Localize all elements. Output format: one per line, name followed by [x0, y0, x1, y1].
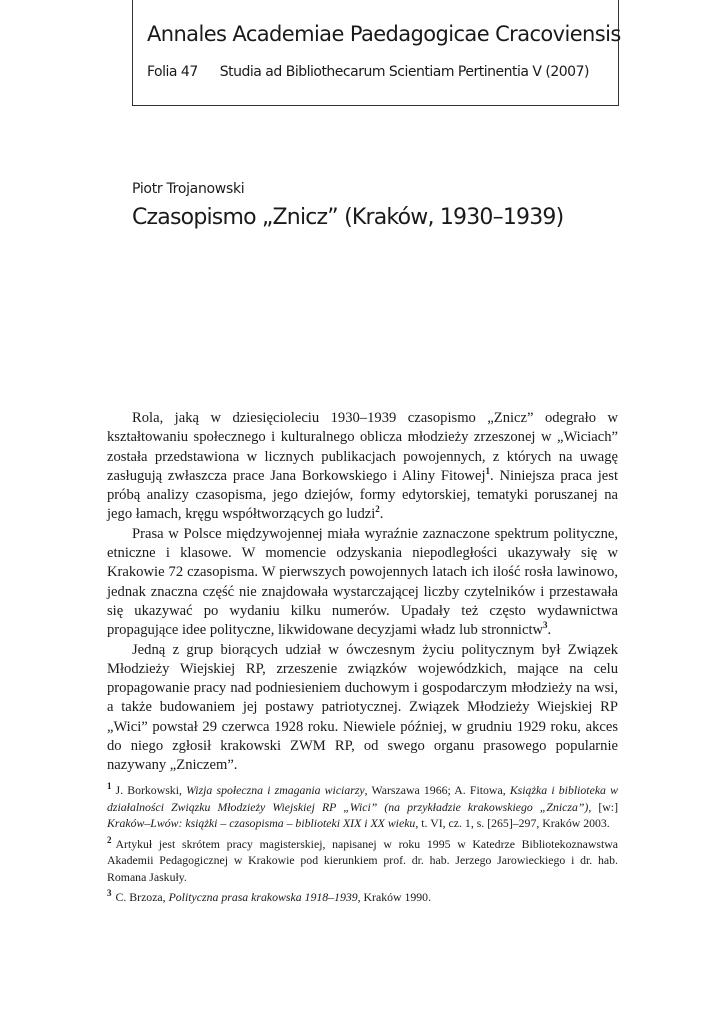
footnote-ref-1[interactable]: 1	[485, 466, 491, 477]
article-author: Piotr Trojanowski	[132, 181, 245, 197]
folio-number: Folia 47	[147, 64, 198, 80]
footnote-1	[107, 782, 618, 832]
journal-header	[132, 0, 619, 106]
footnote-ref-2[interactable]: 2	[375, 504, 380, 515]
paragraph-text: .	[379, 506, 384, 523]
footnote-marker: 1	[107, 781, 112, 792]
body-paragraph-3: Jedną z grup biorących udział w ówczesnym życiu politycznym był Związek Młodzieży Wiejskiej RP, zrzeszenie związków wojewódzkich, mające na celu propagowanie pracy nad podniesieniem duchowym i gospodarczym młodzieży na wsi, a także budowaniem jej postawy patriotycznej. Związek Młodzieży Wiejskiej RP „Wici” powstał 29 czerwca 1928 roku. Niewiele później, w grudniu 1929 roku, akces do niego zgłosił krakowski ZWM RP, od swego organu prasowego popularnie nazywany „Zniczem”.	[107, 641, 618, 774]
journal-title: Annales Academiae Paedagogicae Cracoviensis	[147, 22, 621, 46]
article-body	[107, 409, 618, 776]
article-title: Czasopismo „Znicz” (Kraków, 1930–1939)	[132, 205, 564, 230]
footnote-3	[107, 889, 618, 906]
paragraph-text: . Niniejsza praca jest próbą analizy czasopisma, jego dziejów, formy edytorskiej, tematyki poruszanej na jego łamach, kręgu współtworzących go ludzi	[107, 467, 618, 523]
footnote-marker: 3	[107, 888, 112, 899]
body-paragraph-2	[107, 525, 618, 641]
footnote-text: , Kraków 1990.	[357, 890, 432, 904]
footnote-ref-3[interactable]: 3	[543, 620, 548, 631]
footnote-text: Artykuł jest skrótem pracy magisterskiej, napisanej w roku 1995 w Katedrze Bibliotekoznawstwa Akademii Pedagogicznej w Krakowie pod kierunkiem prof. dr. hab. Jerzego Jarowieckiego i dr. hab. Romana Jaskuły.	[107, 836, 618, 884]
footnote-text: [w:]	[591, 799, 618, 814]
footnote-title: Wizja społeczna i zmagania wiciarzy	[186, 783, 365, 797]
series-title: Studia ad Bibliothecarum Scientiam Pertinentia V (2007)	[219, 64, 589, 80]
footnote-text: J. Borkowski,	[115, 783, 187, 797]
footnotes	[107, 782, 618, 910]
body-paragraph-1	[107, 409, 618, 525]
footnote-text: , Warszawa 1966; A. Fitowa,	[364, 783, 510, 797]
footnote-title: Polityczna prasa krakowska 1918–1939	[168, 890, 358, 904]
paragraph-text: Rola, jaką w dziesięcioleciu 1930–1939 czasopismo „Znicz” odegrało w kształtowaniu społecznego i kulturalnego oblicza młodzieży zrzeszonej w „Wiciach” została przedstawiona w licznych publikacjach powojennych, z których na uwagę zasługują zwłaszcza prace Jana Borkowskiego i Aliny Fitowej	[107, 410, 618, 484]
footnote-text: C. Brzoza,	[115, 890, 169, 904]
footnote-title: Książka i biblioteka w działalności Związku Młodzieży Wiejskiej RP „Wici” (na przykładzie krakowskiego „Znicza”),	[107, 783, 618, 814]
paragraph-text: Prasa w Polsce międzywojennej miała wyraźnie zaznaczone spektrum polityczne, etniczne i klasowe. W momencie odzyskania niepodległości ukazywały się w Krakowie 72 czasopisma. W pierwszych powojennych latach ich ilość rosła lawinowo, jednak znaczna część nie znajdowała wystarczającej liczby czytelników i przestawała się ukazywać po wydaniu kilku numerów. Upadały też często wydawnictwa propagujące idee polityczne, likwidowane decyzjami władz lub stronnictw	[107, 525, 618, 639]
journal-subtitle	[147, 64, 589, 80]
footnote-title: Kraków–Lwów: książki – czasopisma – biblioteki XIX i XX wieku	[107, 816, 416, 830]
footnote-text: , t. VI, cz. 1, s. [265]–297, Kraków 2003.	[415, 816, 610, 830]
paragraph-text: .	[547, 622, 552, 639]
footnote-2	[107, 836, 618, 886]
footnote-marker: 2	[107, 834, 112, 845]
